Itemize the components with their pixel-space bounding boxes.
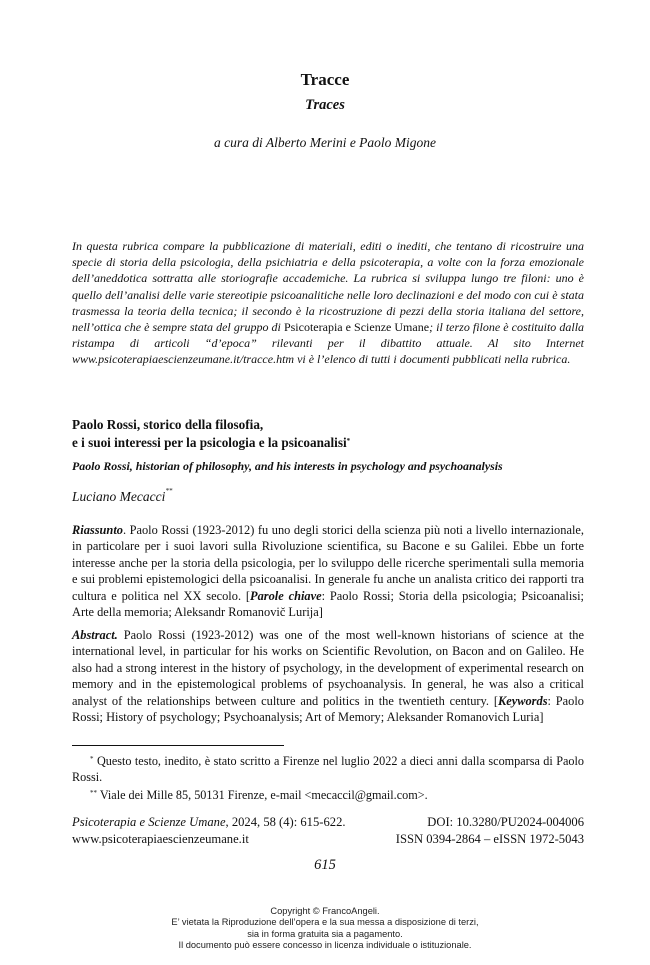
citation-journal: Psicoterapia e Scienze Umane (72, 815, 226, 829)
website-row (72, 832, 584, 847)
issn: ISSN 0394-2864 – eISSN 1972-5043 (395, 832, 584, 846)
keywords-text: : Paolo Rossi; History of psychology; Psychoanalysis; Art of Memory; Aleksander Romanovich Luria] (72, 693, 584, 725)
author-line (72, 489, 172, 505)
title-footnote-mark: * (346, 437, 351, 445)
citation (72, 815, 346, 830)
article-subtitle-english: Paolo Rossi, historian of philosophy, and his interests in psychology and psychoanalysis (72, 459, 503, 473)
footnote-divider (72, 745, 284, 746)
footnote-1-text: Questo testo, inedito, è stato scritto a Firenze nel luglio 2022 a dieci anni dalla scomparsa di Paolo Rossi. (72, 754, 584, 784)
parole-chiave-text: : Paolo Rossi; Storia della psicologia; Psicoanalisi; Arte della memoria; Aleksandr Romanovič Lurija] (72, 588, 584, 620)
copyright-line3: sia in forma gratuita sia a pagamento. (247, 928, 403, 939)
parole-chiave-label: Parole chiave (250, 588, 322, 603)
abstract-label: Abstract. (72, 628, 118, 642)
footnote-1 (72, 753, 584, 785)
author-name: Luciano Mecacci (72, 489, 166, 504)
footnote-1-mark: * (90, 755, 94, 763)
copyright-line1: Copyright © FrancoAngeli. (270, 906, 380, 916)
keywords-label: Keywords (497, 693, 548, 708)
journal-website: www.psicoterapiaescienzeumane.it (72, 832, 249, 846)
citation-issue: , 2024, 58 (4): 615-622. (225, 815, 346, 829)
copyright-line2: E’ vietata la Riproduzione dell’opera e la sua messa a disposizione di terzi, (171, 917, 479, 928)
footnote-2-text: Viale dei Mille 85, 50131 Firenze, e-mail <mecaccil@gmail.com>. (97, 788, 428, 802)
article-title-line2: e i suoi interessi per la psicologia e la psicoanalisi (72, 435, 347, 450)
abstract-text: Paolo Rossi (1923-2012) was one of the most well-known historians of science at the international level, in particular for his works on Scientific Revolution, on Bacon and on Galileo. He also had a strong interest in the history of psychology, in the development of experimental research on memory and in the epistemological problems of psychoanalysis. In general, he was also a critical analyst of the relationships between culture and politics in the twentieth century. [ (72, 628, 584, 708)
footnote-2 (72, 787, 584, 803)
riassunto-text: . Paolo Rossi (1923-2012) fu uno degli storici della scienza più noti a livello internazionale, in particolare per i suoi lavori sulla Rivoluzione scientifica, su Bacone e su Galilei. Ebbe un forte interesse anche per la storia della psicologia, per lo sviluppo delle ricerche sperimentali sulla memoria e sui problemi epistemologici della psicoanalisi. In generale fu anche un analista critico dei rapporti tra cultura e politica nel XX secolo. [ (72, 523, 584, 603)
section-title: Tracce (300, 70, 350, 89)
copyright-line4: Il documento può essere concesso in licenza individuale o istituzionale. (178, 940, 472, 951)
intro-text-part1: In questa rubrica compare la pubblicazione di materiali, editi o inediti, che tentano di ricostruire una specie di storia della psicologia, della psichiatria e della psicoterapia, a volte con la forza emozionale dell’aneddotica sottratta alle storiografie accademiche. La rubrica si sviluppa lungo tre filoni: uno è quello dell’analisi delle varie stereotipie psicoanalitiche nelle loro declinazioni e del modo con cui è stata trasmessa la teoria della tecnica; il secondo è la ricostruzione di pezzi della storia italiana del settore, nell’ottica che è sempre stata del gruppo di (72, 239, 584, 335)
citation-row (72, 815, 584, 830)
intro-journal-name: Psicoterapia e Scienze Umane (283, 320, 430, 335)
riassunto-label: Riassunto (72, 523, 123, 537)
doi: DOI: 10.3280/PU2024-004006 (427, 815, 584, 829)
rubric-intro (72, 238, 584, 368)
curators-line: a cura di Alberto Merini e Paolo Migone (213, 135, 437, 150)
author-footnote-mark: ** (165, 487, 173, 495)
section-subtitle: Traces (305, 97, 345, 113)
article-title-line1: Paolo Rossi, storico della filosofia, (72, 417, 264, 432)
copyright-notice (0, 906, 650, 952)
article-title (72, 416, 584, 452)
riassunto-paragraph (72, 522, 584, 620)
abstract-paragraph (72, 627, 584, 725)
footnote-2-mark: ** (90, 789, 97, 797)
intro-text-part2: ; il terzo filone è costituito dalla ristampa di articoli “d’epoca” rilevanti per il dibattito attuale. Al sito Internet www.psicoterapiaescienzeumane.it/tracce.htm vi è l’elenco di tutti i documenti pubblicati nella rubrica. (72, 320, 585, 367)
page-number: 615 (314, 857, 336, 873)
